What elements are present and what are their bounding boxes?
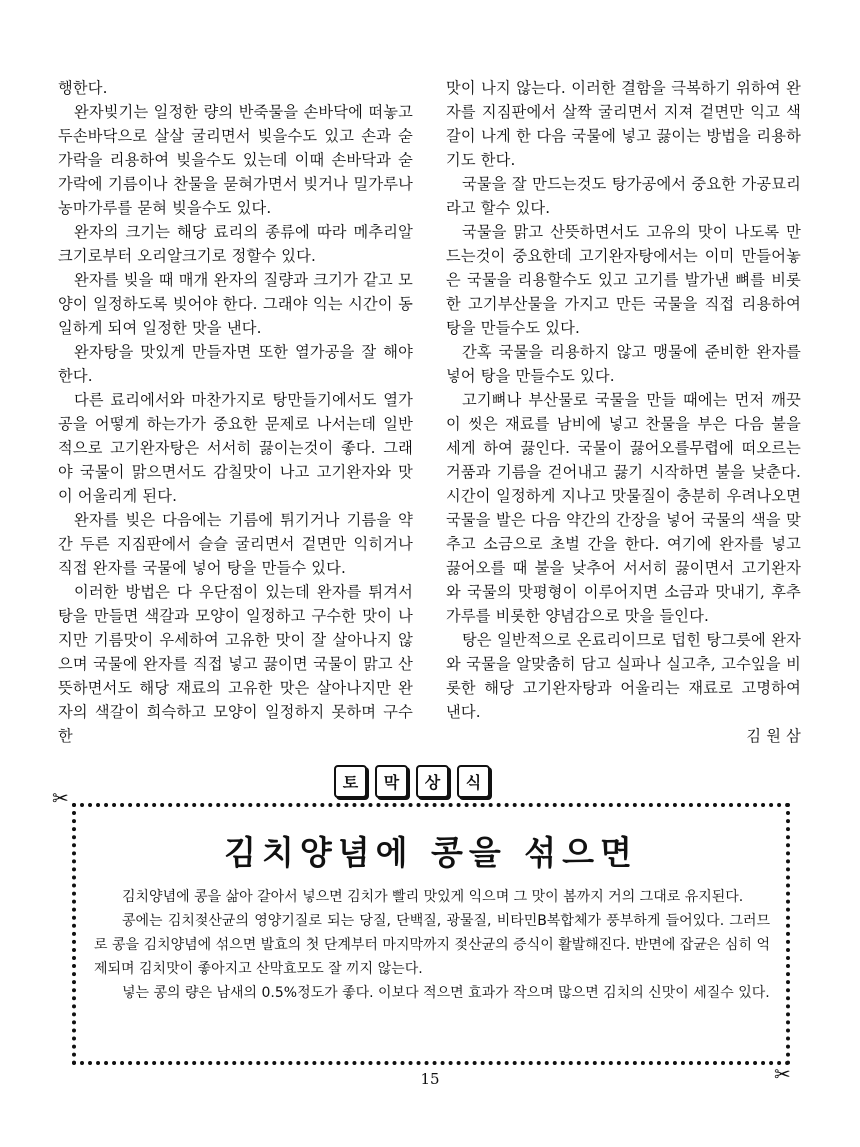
article-paragraph: 탕은 일반적으로 온료리이므로 덥힌 탕그릇에 완자와 국물을 알맞춤히 담고 실파나 실고추, 고수잎을 비롯한 해당 고기완자탕과 어울리는 재료로 고명하여 낸다.	[446, 631, 801, 721]
banner-key: 상	[416, 765, 449, 798]
article-left-column	[58, 76, 413, 748]
banner-keys	[334, 765, 490, 798]
article-paragraph: 국물을 맑고 산뜻하면서도 고유의 맛이 나도록 만드는것이 중요한데 고기완자탕에서는 이미 만들어놓은 국물을 리용할수도 있고 고기를 발가낸 뼈를 비롯한 고기부산물을 가지고 만든 국물을 직접 리용하여 탕을 만들수도 있다.	[446, 223, 801, 337]
scissors-icon: ✂	[774, 1062, 791, 1086]
article-right-column	[446, 76, 801, 748]
article-author: 김 원 삼	[746, 727, 801, 745]
scissors-icon: ✂	[52, 786, 69, 810]
sidebar-banner	[0, 765, 860, 799]
sidebar-box	[72, 803, 790, 1065]
banner-key: 식	[457, 765, 490, 798]
sidebar-body	[94, 885, 770, 1005]
page-number: 15	[420, 1070, 440, 1088]
banner-key: 토	[334, 765, 367, 798]
sidebar-paragraph: 콩에는 김치젖산균의 영양기질로 되는 당질, 단백질, 광물질, 비타민B복합체가 풍부하게 들어있다. 그러므로 콩을 김치양념에 섞으면 발효의 첫 단계부터 마지막까지 젖산균의 증식이 활발해진다. 반면에 잡균은 심히 억제되며 김치맛이 좋아지고 산막효모도 잘 끼지 않는다.	[94, 913, 770, 977]
sidebar-paragraph: 넣는 콩의 량은 남새의 0.5%정도가 좋다. 이보다 적으면 효과가 작으며 많으면 김치의 신맛이 세질수 있다.	[122, 985, 770, 1001]
article-paragraph: 완자탕을 맛있게 만들자면 또한 열가공을 잘 해야 한다.	[58, 343, 413, 385]
article-paragraph: 간혹 국물을 리용하지 않고 맹물에 준비한 완자를 넣어 탕을 만들수도 있다.	[446, 343, 801, 385]
article-paragraph: 완자빚기는 일정한 량의 반죽물을 손바닥에 떠놓고 두손바닥으로 살살 굴리면서 빚을수도 있고 손과 숟가락을 리용하여 빚을수도 있는데 이때 손바닥과 숟가락에 기름이나 찬물을 묻혀가면서 빚거나 밀가루나 농마가루를 묻혀 빚을수도 있다.	[58, 103, 413, 217]
article-paragraph: 고기뼈나 부산물로 국물을 만들 때에는 먼저 깨끗이 씻은 재료를 남비에 넣고 찬물을 부은 다음 불을 세게 하여 끓인다. 국물이 끓어오를무렵에 떠오르는 거품과 기름을 걷어내고 끓기 시작하면 불을 낮춘다. 시간이 일정하게 지나고 맛물질이 충분히 우려나오면 국물을 발은 다음 약간의 간장을 넣어 국물의 색을 맞추고 소금으로 초벌 간을 한다. 여기에 완자를 넣고 끓어오를 때 불을 낮추어 서서히 끓이면서 고기완자와 국물의 맛평형이 이루어지면 소금과 맛내기, 후추가루를 비롯한 양념감으로 맛을 들인다.	[446, 391, 801, 625]
article-paragraph: 다른 료리에서와 마찬가지로 탕만들기에서도 열가공을 어떻게 하는가가 중요한 문제로 나서는데 일반적으로 고기완자탕은 서서히 끓이는것이 좋다. 그래야 국물이 맑으면서도 감칠맛이 나고 고기완자와 맛이 어울리게 된다.	[58, 391, 413, 505]
article-paragraph: 완자의 크기는 해당 료리의 종류에 따라 메추리알크기로부터 오리알크기로 정할수 있다.	[58, 223, 413, 265]
article-paragraph: 행한다.	[58, 79, 108, 97]
article-paragraph: 국물을 잘 만드는것도 탕가공에서 중요한 가공묘리라고 할수 있다.	[446, 175, 801, 217]
banner-key: 막	[375, 765, 408, 798]
sidebar-paragraph: 김치양념에 콩을 삶아 갈아서 넣으면 김치가 빨리 맛있게 익으며 그 맛이 봄까지 거의 그대로 유지된다.	[122, 889, 744, 905]
article-paragraph: 완자를 빚은 다음에는 기름에 튀기거나 기름을 약간 두른 지짐판에서 슬슬 굴리면서 겉면만 익히거나 직접 완자를 국물에 넣어 탕을 만들수 있다.	[58, 511, 413, 577]
sidebar-title: 김치양념에 콩을 섞으면	[224, 833, 638, 872]
article-paragraph: 맛이 나지 않는다. 이러한 결함을 극복하기 위하여 완자를 지짐판에서 살짝 굴리면서 지져 겉면만 익고 색갈이 나게 한 다음 국물에 넣고 끓이는 방법을 리용하기도 한다.	[446, 79, 801, 169]
article-paragraph: 완자를 빚을 때 매개 완자의 질량과 크기가 같고 모양이 일정하도록 빚어야 한다. 그래야 익는 시간이 동일하게 되여 일정한 맛을 낸다.	[58, 271, 413, 337]
article-paragraph: 이러한 방법은 다 우단점이 있는데 완자를 튀겨서 탕을 만들면 색갈과 모양이 일정하고 구수한 맛이 나지만 기름맛이 우세하여 고유한 맛이 잘 살아나지 않으며 국물에 완자를 직접 넣고 끓이면 국물이 맑고 산뜻하면서도 해당 재료의 고유한 맛은 살아나지만 완자의 색갈이 희슥하고 모양이 일정하지 못하며 구수한	[58, 583, 413, 745]
